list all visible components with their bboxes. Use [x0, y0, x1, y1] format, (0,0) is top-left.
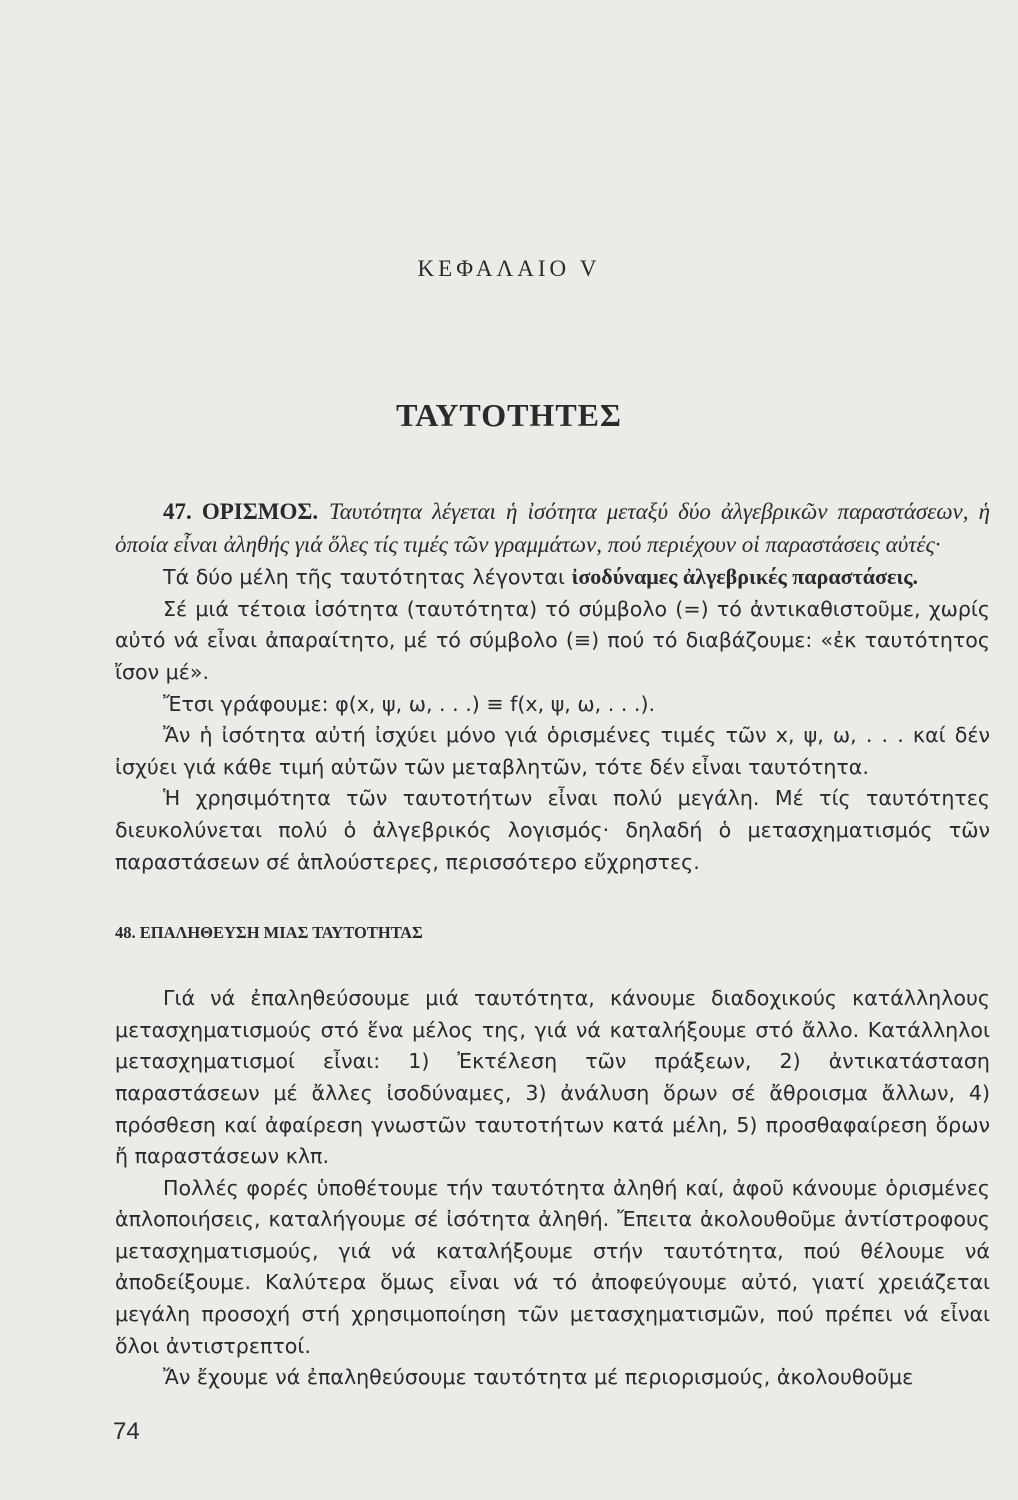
notation-paragraph: Ἔτσι γράφουμε: φ(x, ψ, ω, . . .) ≡ f(x, ψ, ω, . . .).: [163, 691, 656, 716]
page-title: ΤΑΥΤΟΤΗΤΕΣ: [396, 397, 622, 433]
usefulness-paragraph: Ἡ χρησιμότητα τῶν ταυτοτήτων εἶναι πολύ μεγάλη. Μέ τίς ταυτότητες διευκολύνεται πολύ ὁ ἀλγεβρικός λογισμός· δηλαδή ὁ μετασχηματισμός τῶν παραστάσεων σέ ἁπλούστερες, περισσότερο εὔχρηστες.: [115, 786, 990, 874]
section-47-heading: 47. ΟΡΙΣΜΟΣ.: [163, 499, 319, 524]
paragraph-text: Τά δύο μέλη τῆς ταυτότητας λέγονται: [163, 565, 565, 590]
verification-paragraph: Γιά νά ἐπαληθεύσουμε μιά ταυτότητα, κάνουμε διαδοχικούς κατάλληλους μετασχηματισμούς στό ἕνα μέλος της, γιά νά καταλήξουμε στό ἄλλο. Κατάλληλοι μετασχηματισμοί εἶναι: 1) Ἐκτέλεση τῶν πράξεων, 2) ἀντικατάσταση παραστάσεων μέ ἄλλες ἰσοδύναμες, 3) ἀνάλυση ὅρων σέ ἄθροισμα ἄλλων, 4) πρόσθεση καί ἀφαίρεση γνωστῶν ταυτοτήτων κατά μέλη, 5) προσθαφαίρεση ὅρων ἤ παραστάσεων κλπ.: [115, 986, 990, 1169]
definition-paragraph: [115, 496, 990, 561]
inverse-transform-paragraph: Πολλές φορές ὑποθέτουμε τήν ταυτότητα ἀληθή καί, ἀφοῦ κάνουμε ὁρισμένες ἁπλοποιήσεις, καταλήγουμε σέ ἰσότητα ἀληθή. Ἔπειτα ἀκολουθοῦμε ἀντίστροφους μετασχηματισμούς, γιά νά καταλήξουμε στήν ταυτότητα, πού θέλουμε νά ἀποδείξουμε. Καλύτερα ὅμως εἶναι νά τό ἀποφεύγουμε αὐτό, γιατί χρειάζεται μεγάλη προσοχή στή χρησιμοποίηση τῶν μετασχηματισμῶν, πού πρέπει νά εἶναι ὅλοι ἀντιστρεπτοί.: [115, 1175, 990, 1358]
counterexample-paragraph: Ἄν ἡ ἰσότητα αὐτή ἰσχύει μόνο γιά ὁρισμένες τιμές τῶν x, ψ, ω, . . . καί δέν ἰσχύει γιά κάθε τιμή αὐτῶν τῶν μεταβλητῶν, τότε δέν εἶναι ταυτότητα.: [115, 723, 990, 779]
page-number: 74: [113, 1418, 140, 1445]
bold-term: ἰσοδύναμες ἀλγεβρικές παραστάσεις.: [571, 564, 918, 590]
symbol-paragraph: Σέ μιά τέτοια ἰσότητα (ταυτότητα) τό σύμβολο (=) τό ἀντικαθιστοῦμε, χωρίς αὐτό νά εἶναι ἀπαραίτητο, μέ τό σύμβολο (≡) πού τό διαβάζουμε: «ἐκ ταυτότητος ἴσον μέ».: [115, 596, 990, 684]
page-content: [115, 496, 990, 1394]
equivalent-expressions-paragraph: [115, 561, 990, 594]
restrictions-paragraph: Ἄν ἔχουμε νά ἐπαληθεύσουμε ταυτότητα μέ περιορισμούς, ἀκολουθοῦμε: [163, 1365, 914, 1390]
definition-text: Ταυτότητα λέγεται ἡ ἰσότητα μεταξύ δύο ἀλγεβρικῶν παραστάσεων, ἡ ὁποία εἶναι ἀληθής γιά ὅλες τίς τιμές τῶν γραμμάτων, πού περιέχουν οἱ παραστάσεις αὐτές·: [115, 499, 990, 557]
chapter-heading: ΚΕΦΑΛΑΙΟ V: [417, 256, 601, 281]
section-48-heading: 48. ΕΠΑΛΗΘΕΥΣΗ ΜΙΑΣ ΤΑΥΤΟΤΗΤΑΣ: [115, 923, 423, 943]
